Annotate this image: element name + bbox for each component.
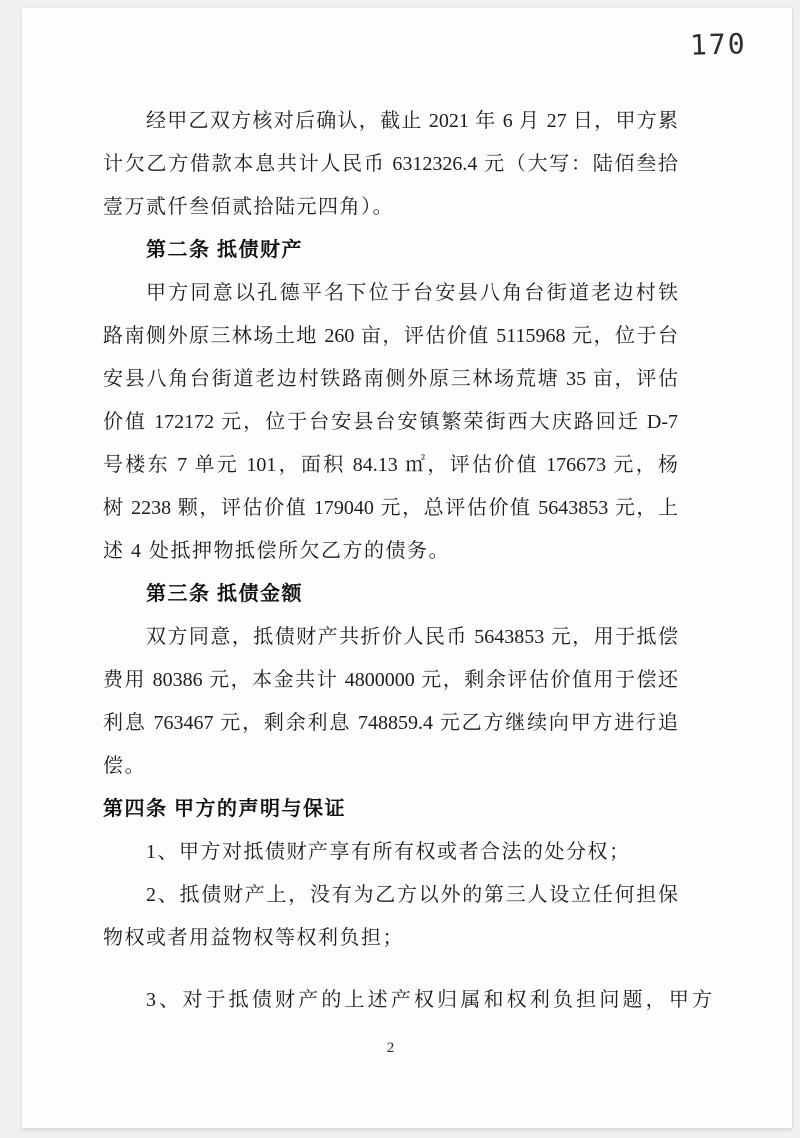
document-line: 甲方同意以孔德平名下位于台安县八角台街道老边村铁 bbox=[146, 282, 678, 304]
document-line: 述 4 处抵押物抵偿所欠乙方的债务。 bbox=[103, 540, 450, 562]
document-line: 路南侧外原三林场土地 260 亩，评估价值 5115968 元，位于台 bbox=[103, 325, 678, 347]
section-heading: 第三条 抵债金额 bbox=[146, 583, 303, 605]
document-line: 物权或者用益物权等权利负担； bbox=[103, 927, 404, 949]
document-line: 经甲乙双方核对后确认，截止 2021 年 6 月 27 日，甲方累 bbox=[146, 110, 678, 132]
document-line: 偿。 bbox=[103, 755, 146, 777]
document-line: 计欠乙方借款本息共计人民币 6312326.4 元（大写：陆佰叁拾 bbox=[103, 153, 678, 175]
document-page bbox=[22, 8, 792, 1128]
archive-stamp-number: 170 bbox=[689, 27, 748, 62]
section-heading: 第二条 抵债财产 bbox=[146, 239, 303, 261]
contract-body bbox=[103, 100, 712, 1022]
page-number: 2 bbox=[386, 1040, 395, 1056]
section-heading: 第四条 甲方的声明与保证 bbox=[103, 798, 346, 820]
document-line: 壹万贰仟叁佰贰拾陆元四角）。 bbox=[103, 196, 394, 218]
document-line: 2、抵债财产上，没有为乙方以外的第三人设立任何担保 bbox=[146, 884, 678, 906]
document-line: 号楼东 7 单元 101，面积 84.13 ㎡，评估价值 176673 元，杨 bbox=[103, 454, 678, 476]
document-line: 双方同意，抵债财产共折价人民币 5643853 元，用于抵偿 bbox=[146, 626, 678, 648]
document-line: 利息 763467 元，剩余利息 748859.4 元乙方继续向甲方进行追 bbox=[103, 712, 678, 734]
document-line: 价值 172172 元，位于台安县台安镇繁荣街西大庆路回迁 D-7 bbox=[103, 411, 678, 433]
document-line: 安县八角台街道老边村铁路南侧外原三林场荒塘 35 亩，评估 bbox=[103, 368, 678, 390]
document-line: 费用 80386 元，本金共计 4800000 元，剩余评估价值用于偿还 bbox=[103, 669, 678, 691]
document-line: 树 2238 颗，评估价值 179040 元，总评估价值 5643853 元，上 bbox=[103, 497, 678, 519]
document-line: 3、对于抵债财产的上述产权归属和权利负担问题，甲方 bbox=[146, 989, 712, 1011]
document-line: 1、甲方对抵债财产享有所有权或者合法的处分权； bbox=[146, 841, 631, 863]
